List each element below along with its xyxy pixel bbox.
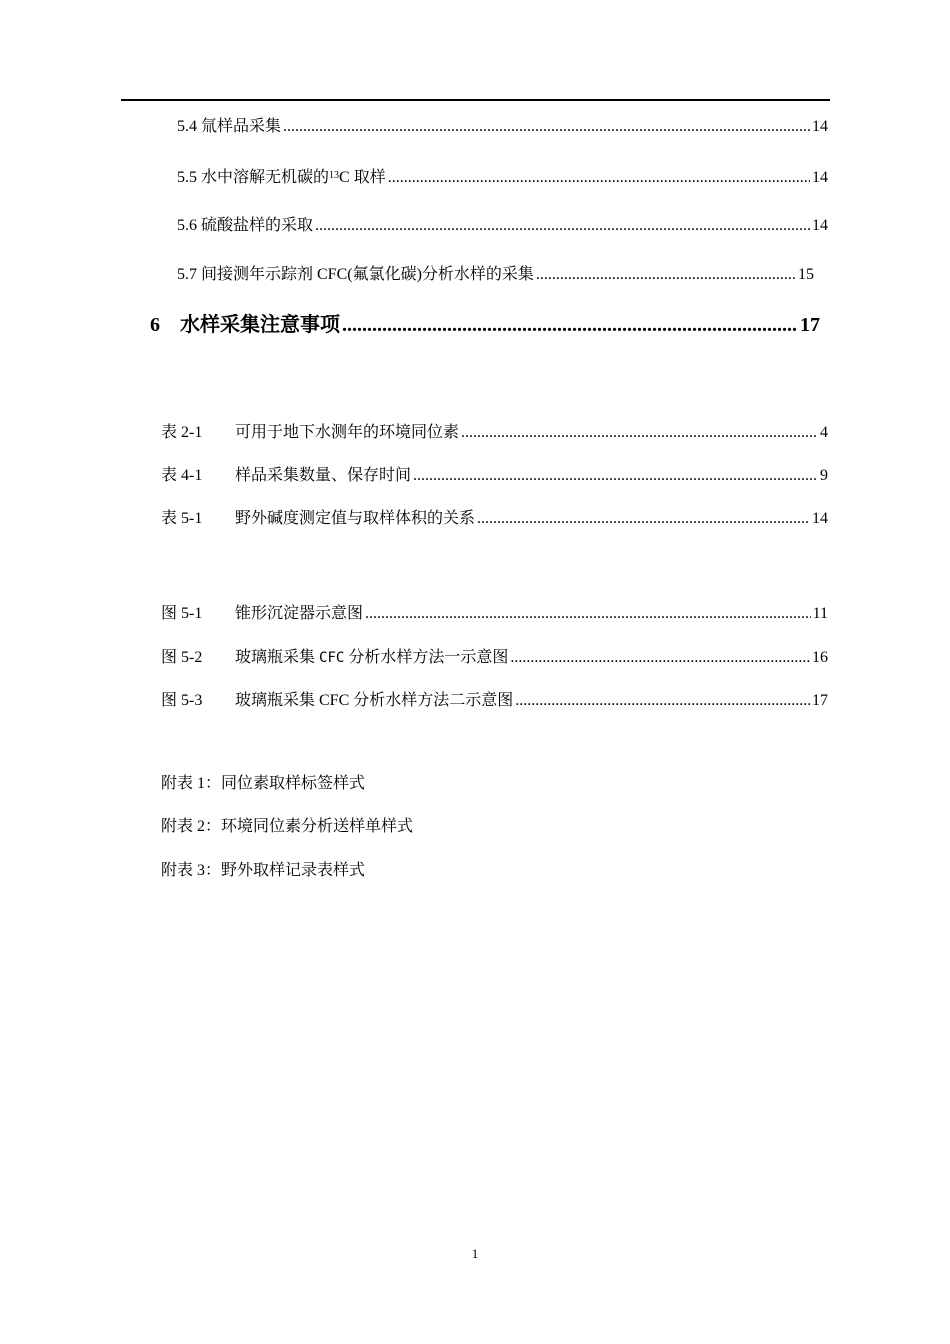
toc-number: 6 — [150, 314, 160, 336]
appendix-entry[interactable]: 附表 3：野外取样记录表样式 — [161, 862, 366, 879]
dot-leader — [536, 265, 796, 285]
figure-page: 16 — [812, 649, 828, 666]
toc-entry-5-6[interactable] — [177, 216, 828, 236]
table-label: 表 4-1 — [161, 467, 203, 484]
toc-number: 5.6 — [177, 217, 197, 234]
dot-leader — [342, 313, 798, 337]
toc-page: 14 — [812, 169, 828, 186]
toc-entry-5-7[interactable] — [177, 265, 814, 285]
figure-list-entry[interactable] — [161, 691, 828, 711]
dot-leader — [315, 216, 810, 236]
table-page: 14 — [812, 510, 828, 527]
toc-title: 水样采集注意事项 — [180, 314, 340, 336]
appendix-entry[interactable]: 附表 2：环境同位素分析送样单样式 — [161, 818, 414, 835]
table-label: 表 5-1 — [161, 510, 203, 527]
page-number: 1 — [471, 1246, 479, 1261]
appendix-entry[interactable]: 附表 1：同位素取样标签样式 — [161, 775, 366, 792]
dot-leader — [461, 423, 818, 443]
dot-leader — [515, 691, 810, 711]
dot-leader — [283, 117, 810, 137]
toc-title: 水中溶解无机碳的$^{13}$C 取样 — [201, 169, 386, 186]
toc-page: 14 — [812, 118, 828, 135]
dot-leader — [388, 168, 810, 188]
toc-page: 15 — [798, 266, 814, 283]
header-rule — [121, 99, 830, 101]
figure-label: 图 5-2 — [161, 649, 203, 666]
figure-page: 17 — [812, 692, 828, 709]
table-list-entry[interactable] — [161, 423, 828, 443]
table-page: 9 — [820, 467, 828, 484]
figure-title: 玻璃瓶采集 CFC 分析水样方法一示意图 — [235, 649, 509, 666]
toc-number: 5.4 — [177, 118, 197, 135]
toc-title: 硫酸盐样的采取 — [201, 217, 314, 234]
figure-list-entry[interactable] — [161, 648, 828, 668]
figure-page: 11 — [812, 605, 828, 622]
dot-leader — [365, 604, 811, 624]
table-title: 可用于地下水测年的环境同位素 — [235, 424, 460, 441]
figure-label: 图 5-3 — [161, 692, 203, 709]
table-list-entry[interactable] — [161, 466, 828, 486]
toc-title: 间接测年示踪剂 CFC(氟氯化碳)分析水样的采集 — [201, 266, 534, 283]
figure-label: 图 5-1 — [161, 605, 203, 622]
toc-number: 5.5 — [177, 169, 197, 186]
figure-list-entry[interactable] — [161, 604, 828, 624]
toc-entry-5-5[interactable] — [177, 166, 828, 188]
toc-number: 5.7 — [177, 266, 197, 283]
toc-entry-chapter-6[interactable] — [150, 313, 820, 337]
table-page: 4 — [820, 424, 828, 441]
toc-page: 14 — [812, 217, 828, 234]
toc-entry-5-4[interactable] — [177, 117, 828, 137]
dot-leader — [477, 509, 810, 529]
toc-title: 氚样品采集 — [201, 118, 282, 135]
table-title: 野外碱度测定值与取样体积的关系 — [235, 510, 476, 527]
dot-leader — [510, 648, 810, 668]
table-title: 样品采集数量、保存时间 — [235, 467, 412, 484]
figure-title: 锥形沉淀器示意图 — [235, 605, 364, 622]
dot-leader — [413, 466, 818, 486]
table-label: 表 2-1 — [161, 424, 203, 441]
figure-title: 玻璃瓶采集 CFC 分析水样方法二示意图 — [235, 692, 514, 709]
table-list-entry[interactable] — [161, 509, 828, 529]
toc-page: 17 — [800, 314, 820, 336]
